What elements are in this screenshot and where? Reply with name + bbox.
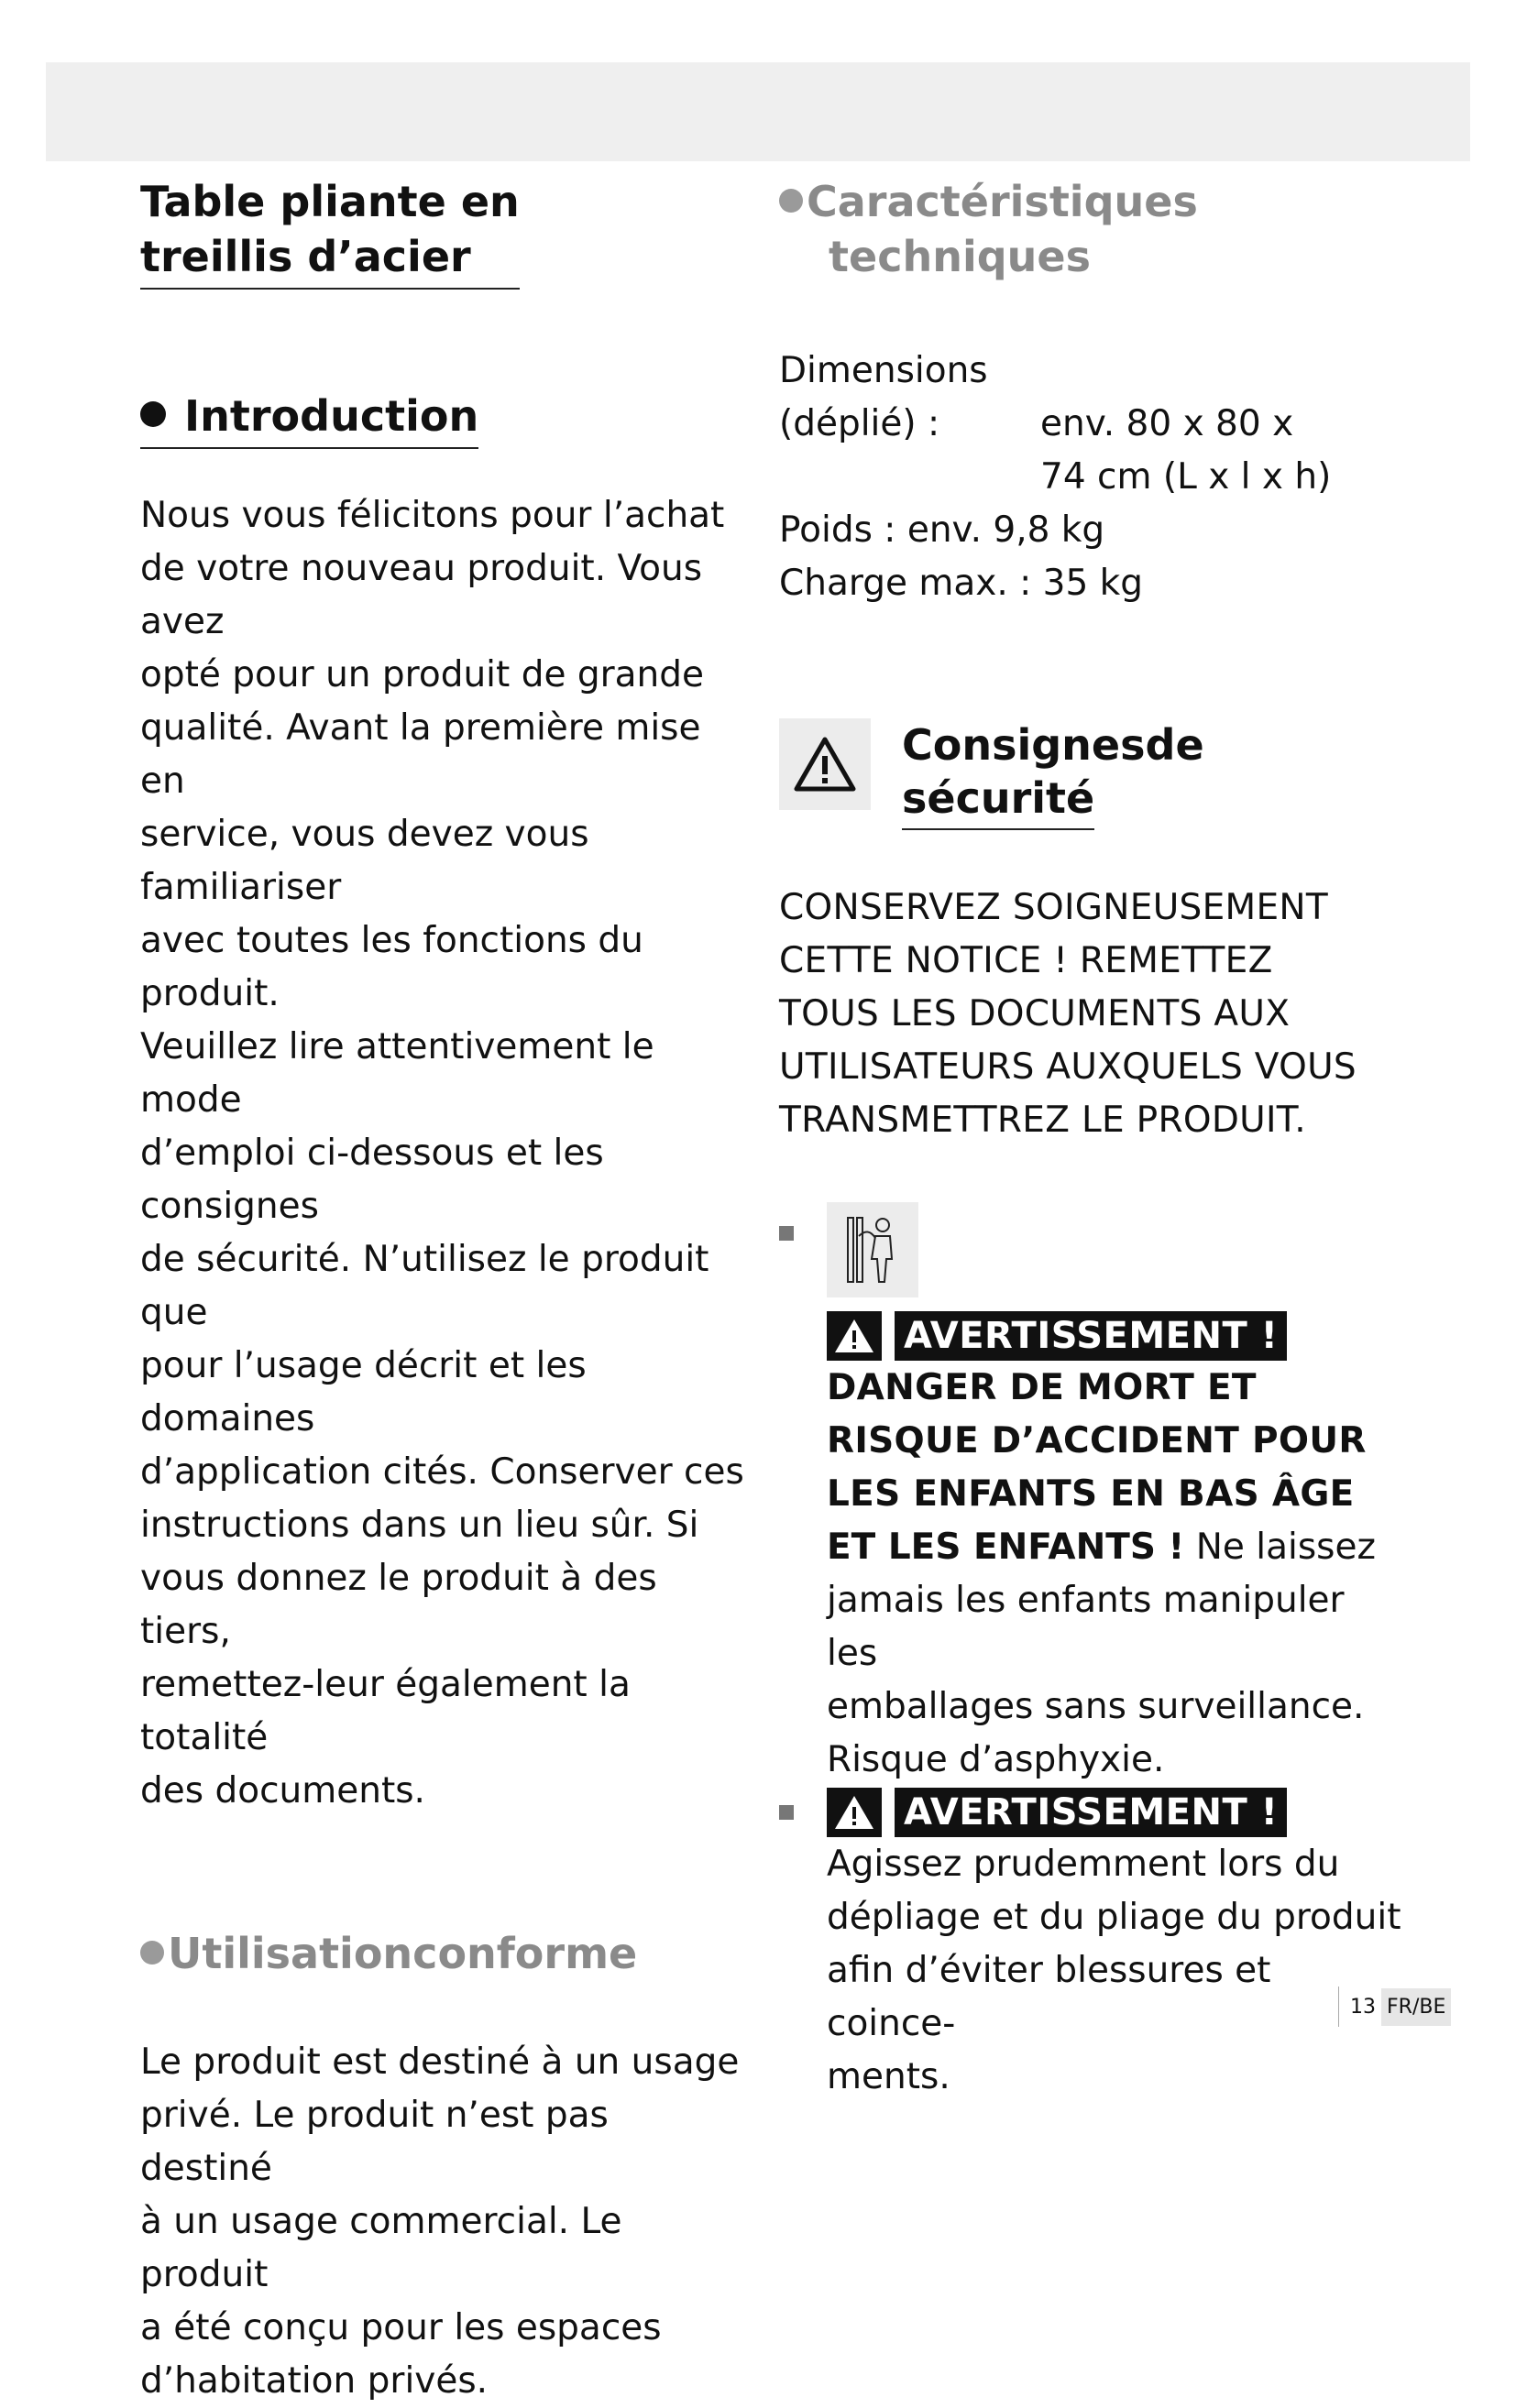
caps-line: UTILISATEURS AUXQUELS VOUS xyxy=(779,1046,1357,1088)
intro-line: d’application cités. Conserver ces xyxy=(140,1451,744,1493)
spec-charge xyxy=(779,557,1402,610)
safety-heading xyxy=(779,718,1402,830)
utilisation-line: à un usage commercial. Le produit xyxy=(140,2201,622,2295)
page-title-line1: Table pliante en xyxy=(140,177,520,226)
safety-heading-line2: sécurité xyxy=(902,773,1095,823)
warning-item-1 xyxy=(779,1202,1402,1787)
bullet-dot-icon xyxy=(140,1941,164,1965)
warning2-line: dépliage et du pliage du produit xyxy=(827,1897,1401,1938)
warning-triangle-icon xyxy=(827,1311,882,1361)
intro-line: de sécurité. N’utilisez le produit que xyxy=(140,1239,709,1333)
safety-caps-notice xyxy=(779,881,1402,1147)
caps-line: CONSERVEZ SOIGNEUSEMENT xyxy=(779,887,1329,928)
spec-dimensions xyxy=(779,345,1402,398)
warning-triangle-icon xyxy=(827,1788,882,1837)
intro-line: qualité. Avant la première mise en xyxy=(140,707,701,802)
danger-line: DANGER DE MORT ET xyxy=(827,1367,1257,1408)
spec-deplie-label: (déplié) : xyxy=(779,403,940,444)
spec-charge-text: Charge max. : 35 kg xyxy=(779,563,1144,604)
warning-label-row xyxy=(827,1787,1402,1838)
spec-deplie-value2: 74 cm (L x l x h) xyxy=(1040,456,1332,498)
intro-line: des documents. xyxy=(140,1770,425,1811)
intro-line: Veuillez lire attentivement le mode xyxy=(140,1026,654,1121)
warning1-line: emballages sans surveillance. xyxy=(827,1686,1365,1727)
bullet-dot-icon xyxy=(140,401,166,427)
safety-heading-line1: Consignesde xyxy=(902,720,1204,770)
specs-heading-line1: Caractéristiques xyxy=(807,177,1198,226)
warning2-line: Agissez prudemment lors du xyxy=(827,1844,1340,1885)
caps-line: CETTE NOTICE ! REMETTEZ xyxy=(779,940,1273,981)
utilisation-line: d’habitation privés. xyxy=(140,2360,489,2402)
warning2-line: ments. xyxy=(827,2056,950,2097)
warning-label-row xyxy=(827,1310,1402,1362)
danger-line: LES ENFANTS EN BAS ÂGE xyxy=(827,1473,1355,1515)
utilisation-heading xyxy=(140,1926,745,1981)
utilisation-line: privé. Le produit n’est pas destiné xyxy=(140,2095,609,2189)
introduction-heading xyxy=(140,389,478,449)
header-bar xyxy=(46,62,1470,161)
utilisation-body xyxy=(140,2036,745,2408)
intro-line: avec toutes les fonctions du produit. xyxy=(140,920,643,1014)
bullet-dot-icon xyxy=(779,189,803,213)
utilisation-line: a été conçu pour les espaces xyxy=(140,2307,662,2348)
child-hazard-icon xyxy=(827,1202,918,1297)
warning-label: AVERTISSEMENT ! xyxy=(895,1788,1287,1837)
spec-deplie-value1: env. 80 x 80 x xyxy=(1040,403,1294,444)
spec-poids xyxy=(779,504,1402,557)
intro-line: vous donnez le produit à des tiers, xyxy=(140,1558,657,1652)
page-title-line2: treillis d’acier xyxy=(140,232,471,281)
warning-label: AVERTISSEMENT ! xyxy=(895,1311,1287,1361)
caps-line: TRANSMETTREZ LE PRODUIT. xyxy=(779,1100,1307,1141)
title-block xyxy=(140,174,520,290)
intro-line: opté pour un produit de grande xyxy=(140,654,704,695)
danger-mixed-normal: Ne laissez xyxy=(1184,1527,1376,1568)
square-bullet-icon xyxy=(779,1226,794,1241)
intro-line: Nous vous félicitons pour l’achat xyxy=(140,495,725,536)
square-bullet-icon xyxy=(779,1805,794,1820)
intro-line: pour l’usage décrit et les domaines xyxy=(140,1345,587,1439)
specs-table xyxy=(779,345,1402,610)
warning1-line: Risque d’asphyxie. xyxy=(827,1739,1165,1780)
intro-line: service, vous devez vous familiariser xyxy=(140,814,589,908)
intro-line: de votre nouveau produit. Vous avez xyxy=(140,548,703,642)
danger-mixed-bold: ET LES ENFANTS ! xyxy=(827,1527,1185,1568)
introduction-body xyxy=(140,489,745,1818)
warning-item-2 xyxy=(779,1787,1402,2104)
utilisation-line: Le produit est destiné à un usage xyxy=(140,2041,740,2083)
right-column xyxy=(779,174,1402,2104)
introduction-heading-text: Introduction xyxy=(184,391,479,441)
spec-deplie-cont xyxy=(779,451,1402,504)
intro-line: instructions dans un lieu sûr. Si xyxy=(140,1505,699,1546)
footer-divider xyxy=(1338,1987,1339,2027)
page-footer xyxy=(1338,1987,1451,2027)
left-column xyxy=(140,174,745,2408)
intro-line: d’emploi ci-dessous et les consignes xyxy=(140,1133,604,1227)
spec-dimensions-label: Dimensions xyxy=(779,350,988,391)
specs-heading-line2: techniques xyxy=(829,232,1091,281)
danger-line: RISQUE D’ACCIDENT POUR xyxy=(827,1420,1367,1461)
page-number: 13 xyxy=(1350,1995,1376,2019)
specs-heading xyxy=(779,174,1402,284)
warning1-line: jamais les enfants manipuler les xyxy=(827,1580,1345,1674)
warning2-line: afin d’éviter blessures et coince- xyxy=(827,1950,1271,2044)
intro-line: remettez-leur également la totalité xyxy=(140,1664,631,1758)
caps-line: TOUS LES DOCUMENTS AUX xyxy=(779,993,1291,1034)
utilisation-heading-text: Utilisationconforme xyxy=(168,1929,638,1978)
spec-deplie xyxy=(779,398,1402,451)
warning-triangle-icon xyxy=(779,718,871,810)
language-code: FR/BE xyxy=(1381,1988,1451,2026)
spec-poids-text: Poids : env. 9,8 kg xyxy=(779,509,1105,551)
danger-mixed-line xyxy=(827,1521,1402,1574)
